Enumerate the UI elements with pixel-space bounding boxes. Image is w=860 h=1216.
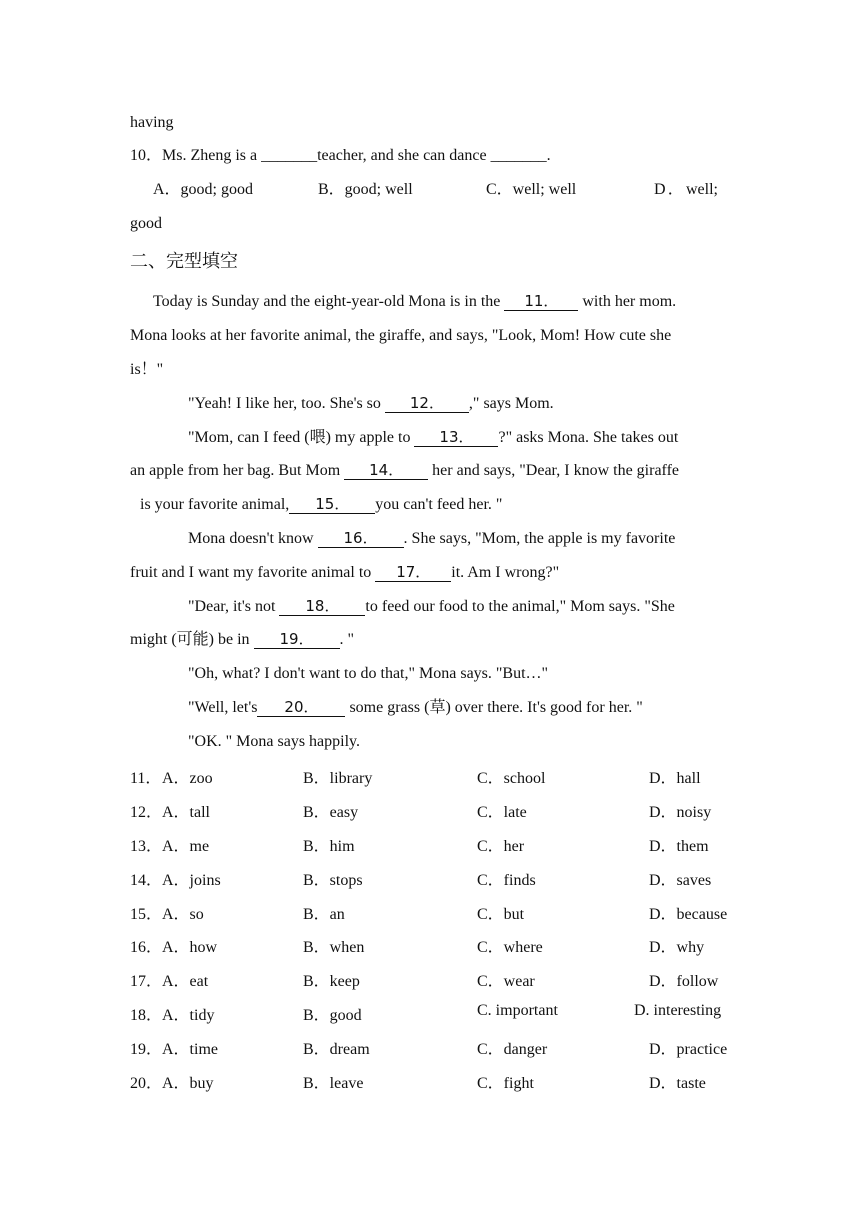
option-d: D. interesting [634,1002,722,1019]
passage-text: some grass (草) over there. It's good for her. " [345,699,643,716]
passage-text: ," says Mom. [468,395,554,412]
question-row [0,934,860,956]
passage-text: Today is Sunday and the eight-year-old Mona is in the [153,293,505,310]
option-a: A．me [162,838,210,855]
q10-option-d: D．well; [654,181,718,198]
question-number: 11． [130,770,162,787]
passage-text: "Dear, it's not [188,598,280,615]
question-number: 18． [130,1007,163,1024]
q10-stem: 10．Ms. Zheng is a _______teacher, and she can dance _______. [130,147,551,164]
q10-option-b: B．good; well [318,181,413,198]
passage-line [188,428,678,448]
option-b: B．easy [303,804,359,821]
option-a: A．time [162,1041,218,1058]
question-number: 19． [130,1041,163,1058]
passage-line [130,563,559,583]
option-b: B．stops [303,872,363,889]
question-number: 17． [130,973,163,990]
passage-text: you can't feed her. " [375,496,503,513]
question-number: 12． [130,804,163,821]
option-d: D．them [649,838,709,855]
passage-text: might (可能) be in [130,631,254,648]
option-d: D．taste [649,1075,706,1092]
passage-text: . She says, "Mom, the apple is my favorite [403,530,676,547]
blank-11: 11． [504,292,578,311]
option-d: D．practice [649,1041,728,1058]
blank-17: 17． [375,563,451,582]
option-b: B．good [303,1007,362,1024]
question-row [0,968,860,990]
option-d: D．saves [649,872,712,889]
blank-20: 20． [257,698,345,717]
question-number: 15． [130,906,163,923]
option-b: B．him [303,838,355,855]
passage-line: "Oh, what? I don't want to do that," Mona says. "But…" [188,665,549,682]
option-a: A．so [162,906,204,923]
option-c: C．finds [477,872,536,889]
blank-16: 16． [318,529,404,548]
option-c: C．fight [477,1075,534,1092]
option-b: B．keep [303,973,360,990]
passage-text: "Mom, can I feed (喂) my apple to [188,429,415,446]
blank-14: 14． [344,461,428,480]
option-a: A．buy [162,1075,214,1092]
passage-line [153,292,676,312]
question-number: 16． [130,939,163,956]
blank-15: 15． [289,495,375,514]
option-b: B．library [303,770,373,787]
question-row [0,799,860,821]
option-a: A．zoo [162,770,213,787]
option-c: C．late [477,804,527,821]
blank-18: 18． [279,597,365,616]
passage-line [188,529,675,549]
option-a: A．tidy [162,1007,215,1024]
passage-text: is your favorite animal, [140,496,290,513]
option-a: A．how [162,939,218,956]
option-c: C．school [477,770,546,787]
passage-line [140,495,502,515]
passage-line: is！" [130,361,164,378]
passage-text: it. Am I wrong?" [451,564,560,581]
passage-text: her and says, "Dear, I know the giraffe [428,462,680,479]
option-c: C．wear [477,973,535,990]
option-b: B．leave [303,1075,364,1092]
passage-line [188,394,554,414]
option-a: A．eat [162,973,209,990]
passage-text: an apple from her bag. But Mom [130,462,345,479]
question-number: 14． [130,872,163,889]
passage-line: Mona looks at her favorite animal, the giraffe, and says, "Look, Mom! How cute she [130,327,672,344]
passage-text: "Yeah! I like her, too. She's so [188,395,385,412]
question-number: 13． [130,838,163,855]
question-row [0,901,860,923]
option-c: C．danger [477,1041,548,1058]
passage-line [130,630,354,650]
option-a: A．joins [162,872,221,889]
q9-continuation: having [130,114,174,131]
passage-text: Mona doesn't know [188,530,318,547]
section-title: 二、完型填空 [130,251,238,272]
q10-option-a: A．good; good [153,181,254,198]
question-row [0,1036,860,1058]
blank-13: 13． [414,428,498,447]
q10-option-d-wrap: good [130,215,162,232]
option-a: A．tall [162,804,210,821]
passage-text: "Well, let's [188,699,258,716]
option-b: B．an [303,906,345,923]
option-c: C．where [477,939,543,956]
question-row [0,765,860,787]
option-b: B．dream [303,1041,370,1058]
question-row [0,867,860,889]
option-d: D．noisy [649,804,712,821]
question-row [0,1070,860,1092]
option-c: C．but [477,906,525,923]
passage-line [130,461,679,481]
blank-12: 12． [385,394,469,413]
blank-19: 19． [254,630,340,649]
passage-text: ?" asks Mona. She takes out [498,429,679,446]
option-d: D．because [649,906,728,923]
option-c: C. important [477,1002,558,1019]
passage-text: . " [339,631,355,648]
passage-text: with her mom. [578,293,677,310]
passage-text: to feed our food to the animal," Mom says. "She [365,598,675,615]
passage-line [188,597,675,617]
option-d: D．hall [649,770,701,787]
q10-option-c: C．well; well [486,181,577,198]
passage-text: fruit and I want my favorite animal to [130,564,376,581]
question-number: 20． [130,1075,163,1092]
question-row [0,833,860,855]
question-row [0,1002,860,1024]
option-d: D．follow [649,973,719,990]
option-c: C．her [477,838,525,855]
option-d: D．why [649,939,705,956]
passage-line [188,698,643,718]
passage-line: "OK. " Mona says happily. [188,733,361,750]
option-b: B．when [303,939,365,956]
